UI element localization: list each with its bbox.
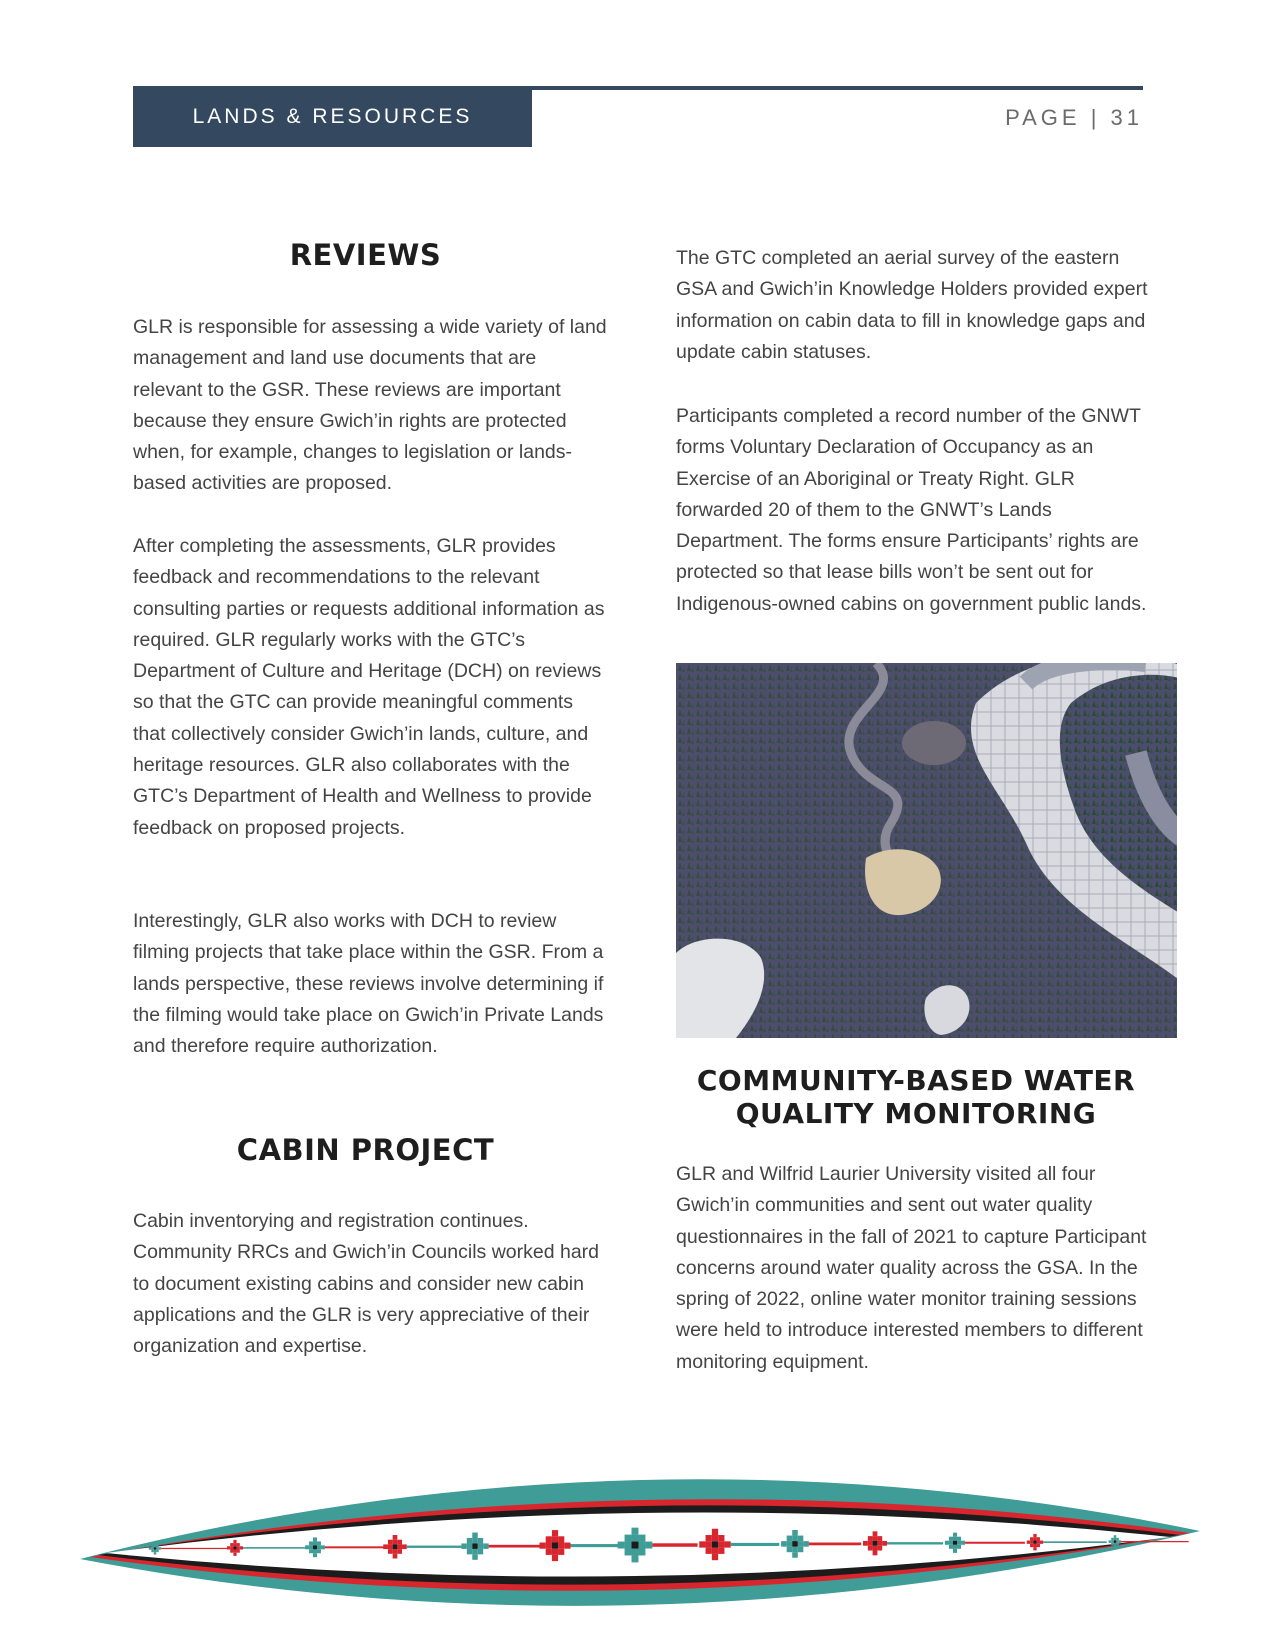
bead [1109, 1540, 1112, 1543]
bead [1030, 1537, 1033, 1540]
bead [873, 1546, 878, 1551]
bead [461, 1543, 466, 1548]
bead [625, 1535, 632, 1542]
bead-connector [1043, 1541, 1107, 1543]
bead [625, 1542, 632, 1549]
bead [953, 1545, 957, 1549]
bead-center [792, 1541, 798, 1547]
bead [539, 1543, 545, 1549]
beadwork-decoration [80, 1455, 1200, 1615]
bead-center [1114, 1540, 1117, 1543]
bead [240, 1546, 243, 1549]
bead [638, 1542, 645, 1549]
bead [393, 1554, 398, 1559]
bead [227, 1546, 230, 1549]
bead-center [472, 1543, 477, 1548]
bead [873, 1531, 878, 1536]
bead [552, 1536, 558, 1542]
bead [230, 1549, 233, 1552]
bead [638, 1549, 645, 1556]
bead [877, 1536, 882, 1541]
bead [149, 1547, 151, 1549]
bead-connector [571, 1544, 620, 1547]
bead [317, 1541, 321, 1545]
bead [305, 1545, 309, 1549]
reviews-paragraph-2: After completing the assessments, GLR provides feedback and recommendations to the relevant consulting parties or requests additional information as required. GLR regularly works with the GTC’s Department of Culture and Heritage (DCH) on reviews so that the GTC can provide meaningful comments that collectively consider Gwich’in lands, culture, and heritage resources. GLR also collaborates with the GTC’s Department of Health and Wellness to provide feedback on proposed projects. [133, 535, 605, 839]
reviews-paragraph-3: Interestingly, GLR also works with DCH to review filming projects that take place within the GSR. From a lands perspective, these reviews involve determining if the filming would take place on Gwich’in Private Lands and therefore require authorization. [133, 910, 604, 1058]
bead [1033, 1547, 1036, 1550]
bead [154, 1545, 156, 1547]
water-quality-paragraph: GLR and Wilfrid Laurier University visited all four Gwich’in communities and sent out water quality questionnaires in the fall of 2021 to capture Participant concerns around water quality across the GSA. In the spring of 2022, online water monitor training sessions were held to introduce interested members to different monitoring equipment. [676, 1163, 1147, 1373]
cabin-paragraph: Cabin inventorying and registration continues. Community RRCs and Gwich’in Councils worked hard to document existing cabins and consider new cabin applications and the GLR is very appreciative of their organization and expertise. [133, 1210, 600, 1358]
bead [552, 1549, 558, 1555]
bead [1116, 1540, 1119, 1543]
bead-connector [652, 1543, 697, 1546]
bead [798, 1536, 804, 1542]
cabin-project-heading: CABIN PROJECT [236, 1133, 495, 1167]
bead [321, 1545, 325, 1549]
bead [953, 1537, 957, 1541]
declaration-paragraph: Participants completed a record number of the GNWT forms Voluntary Declaration of Occupancy as an Exercise of an Aboriginal or Treaty Right. GLR forwarded 20 of them to the GNWT’s Lands Department. The forms ensure Participants’ rights are protected so that lease bills won’t be sent out for Indigenous-owned cabins on government public lands. [676, 405, 1147, 615]
bead [159, 1547, 161, 1549]
bead [317, 1545, 321, 1549]
bead [792, 1547, 798, 1553]
bead [718, 1548, 724, 1554]
bead-center [953, 1541, 957, 1545]
bead [151, 1547, 153, 1549]
bead [313, 1537, 317, 1541]
aerial-river-photo [676, 663, 1177, 1038]
bead [1116, 1538, 1119, 1541]
bead [632, 1549, 639, 1556]
bead [699, 1541, 705, 1547]
bead [1116, 1543, 1119, 1546]
aerial-survey-paragraph: The GTC completed an aerial survey of the eastern GSA and Gwich’in Knowledge Holders provided expert information on cabin data to fill in knowledge gaps and update cabin statuses. [676, 247, 1148, 363]
reviews-heading: REVIEWS [289, 238, 442, 272]
bead [388, 1544, 393, 1549]
bead [949, 1537, 953, 1541]
bead-connector [887, 1542, 943, 1544]
bead [154, 1550, 156, 1552]
bead-connector [243, 1547, 307, 1549]
water-heading-line-2: QUALITY MONITORING [735, 1097, 1097, 1130]
bead [787, 1547, 793, 1553]
bead [1037, 1541, 1040, 1544]
bead [154, 1552, 156, 1554]
section-title: LANDS & RESOURCES [192, 104, 473, 128]
bead [718, 1541, 724, 1547]
bead-connector [161, 1548, 229, 1549]
bead [151, 1550, 153, 1552]
bead [313, 1541, 317, 1545]
bead [712, 1548, 718, 1554]
bead [638, 1535, 645, 1542]
aerial-river-image [676, 663, 1177, 1038]
bead [154, 1542, 156, 1544]
bead-center [873, 1541, 878, 1546]
bead [787, 1541, 793, 1547]
bead-center [313, 1545, 317, 1549]
bead [949, 1545, 953, 1549]
bead [317, 1549, 321, 1553]
bead [237, 1543, 240, 1546]
bead [233, 1540, 236, 1543]
bead [156, 1550, 158, 1552]
bead [472, 1538, 477, 1543]
bead [618, 1542, 625, 1549]
water-quality-heading [676, 1064, 1156, 1130]
bead [383, 1544, 388, 1549]
bead-connector [731, 1543, 780, 1546]
bead [712, 1529, 718, 1535]
bead [388, 1540, 393, 1545]
bead [792, 1530, 798, 1536]
bead [393, 1540, 398, 1545]
bead [546, 1536, 552, 1542]
bead-center [632, 1542, 639, 1549]
bead-connector [325, 1546, 385, 1548]
bead [397, 1549, 402, 1554]
bead [868, 1546, 873, 1551]
bead [546, 1543, 552, 1549]
bead [1111, 1543, 1114, 1546]
bead [1033, 1544, 1036, 1547]
bead-center [552, 1543, 558, 1549]
bead [472, 1549, 477, 1554]
bead [718, 1535, 724, 1541]
reviews-paragraph-1: GLR is responsible for assessing a wide variety of land management and land use documents that are relevant to the GSR. These reviews are important because they ensure Gwich’in rights are protected when, for example, changes to legislation or lands-based activities are proposed. [133, 316, 607, 495]
bead [1030, 1544, 1033, 1547]
bead [472, 1533, 477, 1538]
bead [632, 1528, 639, 1535]
bead [313, 1549, 317, 1553]
bead [882, 1541, 887, 1546]
bead [632, 1535, 639, 1542]
bead [1027, 1541, 1030, 1544]
bead-center [712, 1541, 718, 1547]
bead [237, 1549, 240, 1552]
bead [546, 1549, 552, 1555]
bead [1111, 1540, 1114, 1543]
bead [467, 1543, 472, 1548]
bead [397, 1540, 402, 1545]
bead [151, 1545, 153, 1547]
bead [156, 1545, 158, 1547]
bead [792, 1552, 798, 1558]
bead [552, 1555, 558, 1561]
bead [953, 1549, 957, 1553]
bead [873, 1551, 878, 1556]
bead [798, 1547, 804, 1553]
bead-center [154, 1547, 156, 1549]
bead [957, 1541, 961, 1545]
bead [949, 1541, 953, 1545]
bead [1033, 1537, 1036, 1540]
bead [230, 1546, 233, 1549]
bead [388, 1549, 393, 1554]
bead [1037, 1544, 1040, 1547]
bead [393, 1535, 398, 1540]
bead-connector [1121, 1541, 1188, 1542]
bead [1030, 1541, 1033, 1544]
bead-connector [407, 1546, 463, 1548]
bead [877, 1546, 882, 1551]
page-number: PAGE | 31 [1005, 105, 1143, 130]
bead [309, 1545, 313, 1549]
bead-center [233, 1546, 236, 1549]
bead [472, 1554, 477, 1559]
bead [877, 1541, 882, 1546]
bead [467, 1549, 472, 1554]
bead [478, 1543, 483, 1548]
bead [957, 1545, 961, 1549]
bead [558, 1536, 564, 1542]
bead [868, 1536, 873, 1541]
bead [625, 1549, 632, 1556]
bead [478, 1538, 483, 1543]
bead [706, 1541, 712, 1547]
bead [1040, 1541, 1043, 1544]
bead [1114, 1535, 1117, 1538]
bead [1114, 1545, 1117, 1548]
bead [402, 1544, 407, 1549]
bead [467, 1538, 472, 1543]
bead [156, 1547, 158, 1549]
bead [1037, 1537, 1040, 1540]
bead [1111, 1538, 1114, 1541]
bead [237, 1546, 240, 1549]
bead [632, 1555, 639, 1562]
bead [868, 1541, 873, 1546]
bead [552, 1530, 558, 1536]
bead [945, 1541, 949, 1545]
bead [1119, 1540, 1122, 1543]
bead [564, 1543, 570, 1549]
bead-connector [965, 1542, 1025, 1544]
bead-center [393, 1544, 398, 1549]
bead [863, 1541, 868, 1546]
bead [1114, 1543, 1117, 1546]
bead [393, 1549, 398, 1554]
bead [233, 1553, 236, 1556]
bead [787, 1536, 793, 1542]
section-tab [133, 86, 532, 147]
bead [953, 1533, 957, 1537]
bead [1114, 1538, 1117, 1541]
bead [483, 1543, 488, 1548]
water-heading-line-1: COMMUNITY-BASED WATER [696, 1064, 1136, 1097]
bead [706, 1548, 712, 1554]
bead [558, 1543, 564, 1549]
bead-connector [809, 1543, 861, 1546]
bead [309, 1541, 313, 1545]
bead [803, 1541, 809, 1547]
bead [961, 1541, 965, 1545]
bead [712, 1554, 718, 1560]
bead [233, 1549, 236, 1552]
bead [478, 1549, 483, 1554]
bead [558, 1549, 564, 1555]
bead [313, 1553, 317, 1557]
bead [645, 1542, 652, 1549]
bead [397, 1544, 402, 1549]
bead [798, 1541, 804, 1547]
bead [706, 1535, 712, 1541]
bead [230, 1543, 233, 1546]
bead-center [1033, 1541, 1036, 1544]
bead [792, 1536, 798, 1542]
bead [1033, 1534, 1036, 1537]
bead [309, 1549, 313, 1553]
bead-connector [489, 1545, 542, 1548]
bead [781, 1541, 787, 1547]
bead [724, 1541, 730, 1547]
bead [233, 1543, 236, 1546]
bead [712, 1535, 718, 1541]
bead [873, 1536, 878, 1541]
bead [957, 1537, 961, 1541]
